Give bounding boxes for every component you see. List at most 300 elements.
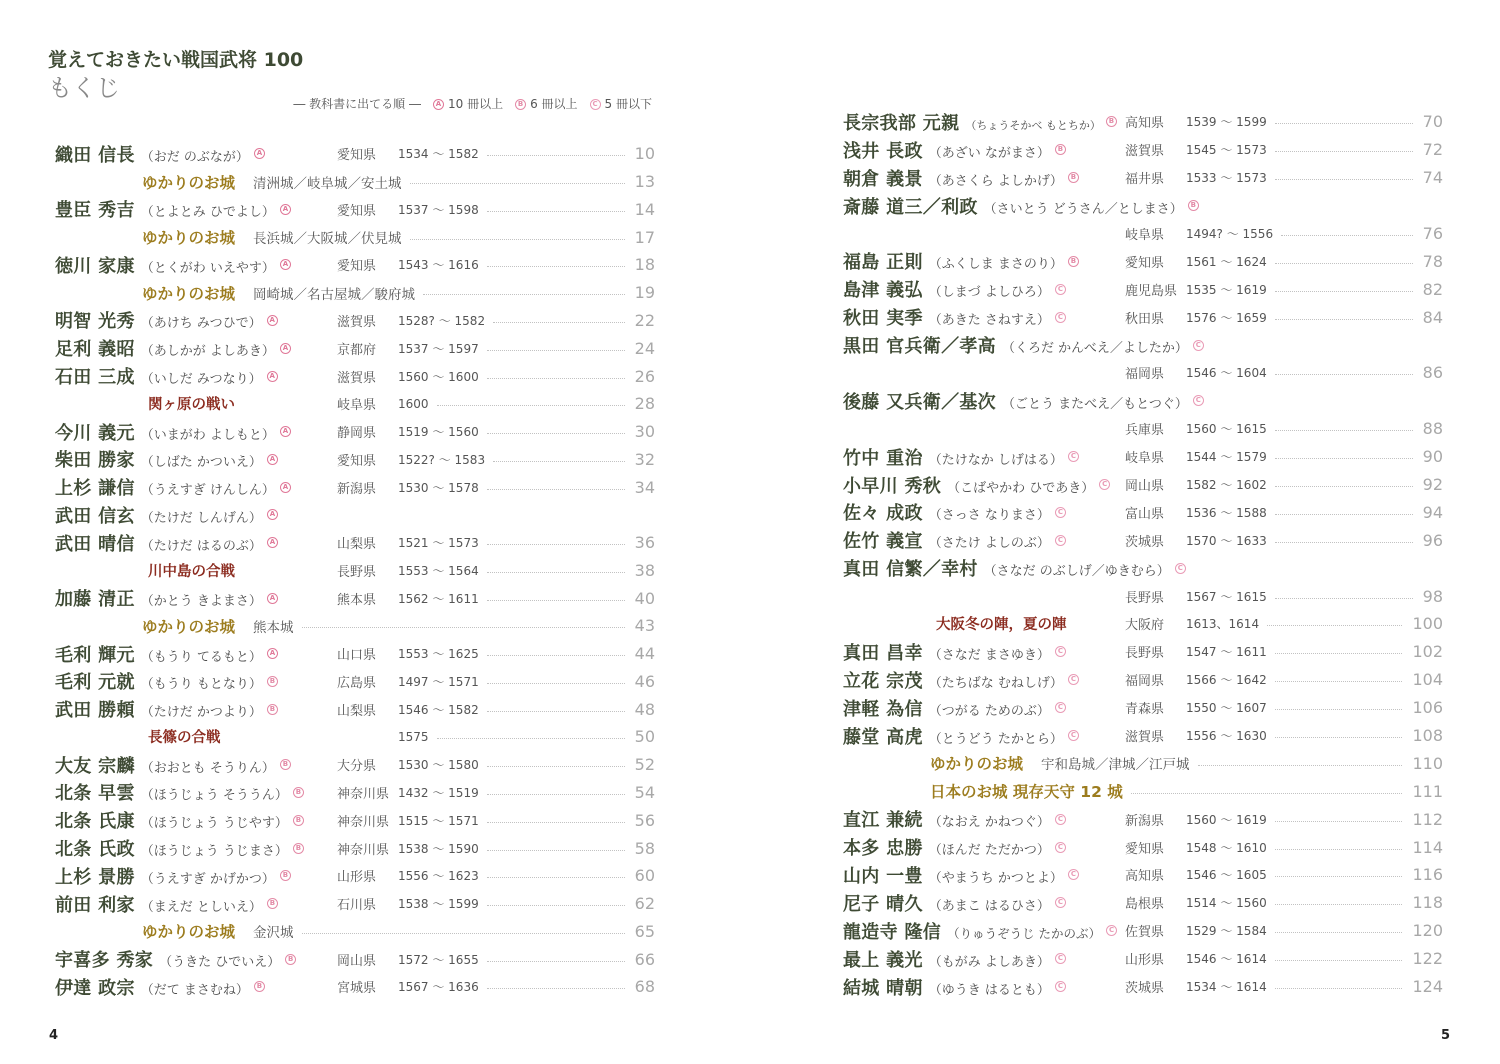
warlord-name: 北条 早雲 [55,783,135,805]
name-reading: （たけだ かつより） [140,705,262,721]
prefecture: 大分県 [337,759,377,775]
rank-badge: C [1055,953,1066,964]
rank-badge: B [1068,256,1079,267]
rank-badge: C [1068,869,1079,880]
life-years: 1553 ～ 1564 [398,563,479,578]
dot-leader [423,294,625,295]
dot-leader [487,378,625,379]
warlord-name: 毛利 元就 [55,672,135,694]
prefecture: 福岡県 [1125,367,1165,383]
prefecture: 滋賀県 [1125,144,1165,160]
dot-leader [437,405,625,406]
entry-heading [55,752,337,778]
toc-entry [55,196,655,224]
page-number: 60 [634,866,655,886]
life-years: 1566 ～ 1642 [1186,673,1267,688]
warlord-name: 長宗我部 元親 [843,112,960,134]
entry-heading [55,946,337,972]
prefecture: 兵庫県 [1125,423,1165,439]
life-years: 1547 ～ 1611 [1186,645,1267,660]
warlord-name: 明智 光秀 [55,311,135,333]
warlord-name: 織田 信長 [55,144,135,166]
life-years: 1546 ～ 1582 [398,702,479,717]
battle-title: 川中島の合戦 [148,563,235,580]
page-number: 72 [1422,140,1443,160]
toc-right-column [843,108,1443,1001]
dot-leader [1275,960,1403,961]
dot-leader [487,988,625,989]
prefecture: 山形県 [1125,953,1165,969]
name-reading: （まえだ としいえ） [140,899,262,915]
feature-title: 日本のお城 現存天守 12 城 [930,783,1123,802]
rank-badge: C [1106,925,1117,936]
dot-leader [487,683,625,684]
dot-leader [1275,151,1413,152]
prefecture: 福井県 [1125,172,1165,188]
entry-heading [843,527,1125,553]
rank-badge: A [280,259,291,270]
entry-heading [843,890,1125,916]
rank-badge: C [1055,814,1066,825]
name-reading: （もうり てるもと） [140,649,262,665]
life-years: 1522? ～ 1583 [398,452,486,467]
life-years: 1553 ～ 1625 [398,647,479,662]
prefecture: 青森県 [1125,702,1165,718]
castle-entry [55,917,655,945]
name-reading: （やまうち かつとよ） [928,870,1063,886]
toc-entry [843,833,1443,861]
warlord-name: 武田 信玄 [55,505,135,527]
rank-badge: A [280,343,291,354]
toc-entry [55,806,655,834]
rank-badge: B [280,759,291,770]
rank-badge: C [1193,340,1204,351]
warlord-name: 加藤 清正 [55,589,135,611]
castle-label: ゆかりのお城 [142,617,236,636]
prefecture: 新潟県 [337,481,377,497]
legend-label: 5 冊以下 [604,97,652,111]
rank-badge: C [1055,312,1066,323]
prefecture: 鹿児島県 [1125,283,1178,299]
rank-badge: C [1055,284,1066,295]
rank-badge: B [293,843,304,854]
prefecture: 秋田県 [1125,311,1165,327]
dot-leader [487,350,625,351]
warlord-name: 結城 晴朝 [843,977,923,999]
toc-entry [55,334,655,362]
dot-leader [1275,514,1413,515]
dot-leader [1275,263,1413,264]
prefecture: 福岡県 [1125,674,1165,690]
prefecture: 高知県 [1125,869,1165,885]
toc-entry [843,638,1443,666]
prefecture: 滋賀県 [1125,730,1165,746]
page-number: 52 [634,755,655,775]
prefecture: 京都府 [337,342,377,358]
entry-heading [843,806,1125,832]
page-number: 10 [634,144,655,164]
name-reading: （とよとみ ひでよし） [140,205,275,221]
castle-label: ゆかりのお城 [142,923,236,942]
dot-leader [487,211,625,212]
life-years: 1560 ～ 1615 [1186,422,1267,437]
page-number: 118 [1412,893,1443,913]
rank-badge: B [267,704,278,715]
entry-heading [843,499,1125,525]
page-number: 82 [1422,279,1443,299]
life-years: 1544 ～ 1579 [1186,450,1267,465]
toc-entry [843,443,1443,471]
page-number: 68 [634,977,655,997]
entry-heading [843,695,1125,721]
life-years: 1561 ～ 1624 [1186,254,1267,269]
page-number: 28 [634,394,655,414]
legend-label: 6 冊以上 [530,97,578,111]
page-number: 94 [1422,502,1443,522]
toc-entry [55,307,655,335]
name-reading: （いまがわ よしもと） [140,427,275,443]
prefecture: 宮城県 [337,981,377,997]
rank-badge: B [267,898,278,909]
page-number: 88 [1422,419,1443,439]
dot-leader [487,155,625,156]
prefecture: 新潟県 [1125,813,1165,829]
rank-badge: B [1055,144,1066,155]
castle-entry [55,223,655,251]
page-number: 84 [1422,307,1443,327]
entry-heading [843,137,1125,163]
toc-entry [55,695,655,723]
life-years: 1514 ～ 1560 [1186,896,1267,911]
life-years: 1537 ～ 1597 [398,341,479,356]
legend-item-a [433,96,503,112]
name-reading: （たけだ しんげん） [140,510,262,526]
page-number: 50 [634,727,655,747]
life-years: 1546 ～ 1614 [1186,952,1267,967]
rank-badge: A [280,482,291,493]
entry-heading [843,862,1125,888]
page-number: 122 [1412,949,1443,969]
warlord-name: 尼子 晴久 [843,893,923,915]
page-number: 116 [1412,865,1443,885]
rank-badge: A [254,148,265,159]
name-reading: （とくがわ いえやす） [140,260,275,276]
page-number: 14 [634,199,655,219]
dot-leader [410,183,625,184]
dot-leader [487,766,625,767]
page-number: 46 [634,671,655,691]
page-number-left: 4 [49,1028,59,1043]
prefecture: 愛知県 [337,453,377,469]
prefecture: 神奈川県 [337,842,390,858]
toc-entry [55,640,655,668]
name-reading: （ほうじょう うじまさ） [140,844,288,860]
dot-leader [487,600,625,601]
life-years: 1572 ～ 1655 [398,952,479,967]
legend-caption: ― 教科書に出てる順 ― [293,97,421,111]
prefecture: 山形県 [337,870,377,886]
dot-leader [1275,598,1413,599]
entry-heading [843,918,1125,944]
toc-left-column [55,140,655,1001]
page-number: 100 [1412,614,1443,634]
name-reading: （たちばな むねしげ） [928,675,1063,691]
life-years: 1538 ～ 1590 [398,841,479,856]
page-number: 124 [1412,977,1443,997]
prefecture: 大阪府 [1125,618,1165,634]
dot-leader [1275,821,1403,822]
prefecture: 佐賀県 [1125,925,1165,941]
battle-entry [55,390,655,418]
warlord-name: 柴田 勝家 [55,450,135,472]
entry-heading [843,304,1125,330]
prefecture: 茨城県 [1125,981,1165,997]
page-number: 13 [634,172,655,192]
rank-badge: B [1068,172,1079,183]
life-years: 1432 ～ 1519 [398,785,479,800]
toc-entry [843,694,1443,722]
entry-heading [55,974,337,1000]
life-years: 1543 ～ 1616 [398,258,479,273]
prefecture: 長野県 [1125,646,1165,662]
name-reading: （りゅうぞうじ たかのぶ） [947,925,1102,941]
toc-entry [55,362,655,390]
dot-leader [1275,709,1403,710]
entry-heading [843,109,1125,135]
legend-label: 10 冊以上 [448,97,504,111]
toc-entry [843,303,1443,331]
warlord-name: 福島 正則 [843,252,923,274]
entry-heading [843,723,1125,749]
dot-leader [302,933,625,934]
toc-entry [843,805,1443,833]
rank-badge: A [280,204,291,215]
page-number: 30 [634,422,655,442]
life-years: 1494? ～ 1556 [1186,227,1274,241]
rank-badge: C [1055,646,1066,657]
name-reading: （ふくしま まさのり） [928,257,1063,273]
toc-entry [55,418,655,446]
warlord-name: 直江 兼続 [843,810,923,832]
toc-entry [843,526,1443,554]
page-number: 104 [1412,670,1443,690]
prefecture: 熊本県 [337,592,377,608]
warlord-name: 山内 一豊 [843,865,923,887]
page-number: 78 [1422,251,1443,271]
entry-heading [55,530,337,556]
name-reading: （なおえ かねつぐ） [928,815,1050,831]
dot-leader [487,905,625,906]
toc-entry [55,501,655,529]
continuation-row [843,582,1443,610]
rank-badge: C [1055,842,1066,853]
name-reading: （しまづ よしひろ） [928,285,1050,301]
warlord-name: 上杉 謙信 [55,478,135,500]
rank-badge: A [267,454,278,465]
warlord-name: 朝倉 義景 [843,168,923,190]
page-number: 120 [1412,921,1443,941]
warlord-name: 石田 三成 [55,367,135,388]
warlord-name: 前田 利家 [55,894,135,916]
dot-leader [1275,737,1403,738]
toc-entry [55,779,655,807]
toc-entry [843,108,1443,136]
name-reading: （あしかが よしあき） [140,344,275,360]
prefecture: 岐阜県 [1125,228,1165,243]
entry-heading [843,834,1125,860]
toc-entry [55,890,655,918]
toc-heading: もくじ [48,74,120,102]
entry-heading [55,307,337,333]
rank-badge: A [267,371,278,382]
name-reading: （あさくら よしかげ） [928,173,1063,189]
warlord-name: 北条 氏政 [55,839,135,861]
life-years: 1567 ～ 1615 [1186,589,1267,604]
life-years: 1550 ～ 1607 [1186,701,1267,716]
toc-entry [843,722,1443,750]
battle-entry [55,723,655,751]
warlord-name: 津軽 為信 [843,698,923,720]
name-reading: （おだ のぶなが） [140,149,249,165]
dot-leader [487,433,625,434]
rank-badge: C [1175,563,1186,574]
dot-leader [1275,486,1413,487]
entry-heading [843,974,1125,1000]
warlord-name: 毛利 輝元 [55,644,135,666]
warlord-name: 藤堂 高虎 [843,726,923,748]
dot-leader [437,738,625,739]
entry-heading [55,419,337,445]
page-number: 22 [634,310,655,330]
prefecture: 愛知県 [337,203,377,219]
name-reading: （もがみ よしあき） [928,954,1050,970]
name-reading: （さっさ なりまさ） [928,508,1050,524]
entry-heading [843,946,1125,972]
name-reading: （ゆうき はるとも） [928,982,1050,998]
rank-badge: C [1055,507,1066,518]
page-number: 110 [1412,753,1443,773]
entry-heading [55,335,337,361]
life-years: 1530 ～ 1578 [398,480,479,495]
toc-entry [843,945,1443,973]
entry-heading [843,639,1125,665]
entry-heading [843,444,1125,470]
page-number: 112 [1412,809,1443,829]
page-number: 54 [634,782,655,802]
dot-leader [487,850,625,851]
dot-leader [1275,849,1403,850]
page-number: 106 [1412,698,1443,718]
toc-entry [55,251,655,279]
page-number: 108 [1412,726,1443,746]
warlord-name: 島津 義弘 [843,280,923,302]
dot-leader [1275,876,1403,877]
castle-names: 熊本城 [253,619,294,636]
toc-entry [843,861,1443,889]
battle-title: 大阪冬の陣，夏の陣 [936,617,1067,634]
name-reading: （ちょうそかべ もとちか） [965,118,1101,132]
continuation-row [843,415,1443,443]
prefecture: 愛知県 [337,148,377,164]
page-number: 74 [1422,168,1443,188]
dot-leader [1275,681,1403,682]
warlord-name: 武田 晴信 [55,533,135,555]
toc-entry [843,136,1443,164]
prefecture: 石川県 [337,898,377,914]
entry-heading [55,252,337,278]
name-reading: （さたけ よしのぶ） [928,536,1050,552]
entry-heading [843,472,1125,498]
warlord-name: 佐々 成政 [843,503,923,525]
rank-badge: C [1055,535,1066,546]
dot-leader [410,239,625,240]
page-number: 38 [634,560,655,580]
toc-entry [843,164,1443,192]
dot-leader [487,489,625,490]
page-number: 34 [634,477,655,497]
toc-entry [55,751,655,779]
page-number: 114 [1412,837,1443,857]
entry-heading [843,332,1204,358]
name-reading: （さいとう どうさん／としまさ） [983,201,1183,217]
page-number: 32 [634,449,655,469]
name-reading: （たけなか しげはる） [928,452,1063,468]
prefecture: 岐阜県 [1125,451,1165,467]
life-years: 1546 ～ 1604 [1186,366,1267,381]
rank-badge: B [293,815,304,826]
warlord-name: 佐竹 義宣 [843,531,923,553]
dot-leader [1275,988,1403,989]
rank-badge: A [267,315,278,326]
name-reading: （こばやかわ ひであき） [947,480,1095,496]
dot-leader [1275,430,1413,431]
life-years: 1534 ～ 1582 [398,147,479,162]
page-number: 102 [1412,642,1443,662]
dot-leader [1275,458,1413,459]
dot-leader [302,627,625,628]
dot-leader [487,266,625,267]
life-years: 1560 ～ 1619 [1186,812,1267,827]
toc-entry [55,945,655,973]
rank-badge: A [267,593,278,604]
life-years: 1528? ～ 1582 [398,313,486,328]
warlord-name: 豊臣 秀吉 [55,200,135,222]
toc-entry [843,387,1443,415]
page-number: 24 [634,338,655,358]
prefecture: 山口県 [337,648,377,664]
prefecture: 島根県 [1125,897,1165,913]
page-number: 44 [634,644,655,664]
page-number: 90 [1422,447,1443,467]
battle-entry [843,610,1443,638]
dot-leader [1275,123,1413,124]
name-reading: （うえすぎ かげかつ） [140,871,275,887]
dot-leader [1275,291,1413,292]
warlord-name: 武田 勝頼 [55,700,135,722]
prefecture: 長野県 [337,564,377,580]
dot-leader [1131,793,1403,794]
toc-entry [843,247,1443,275]
toc-entry [843,192,1443,220]
castle-names: 長浜城／大阪城／伏見城 [253,231,402,248]
rank-legend [293,96,652,112]
dot-leader [487,544,625,545]
rank-badge: B [515,99,526,110]
rank-badge: A [280,426,291,437]
name-reading: （うきた ひでいえ） [159,955,281,971]
entry-heading [843,276,1125,302]
name-reading: （たけだ はるのぶ） [140,538,262,554]
